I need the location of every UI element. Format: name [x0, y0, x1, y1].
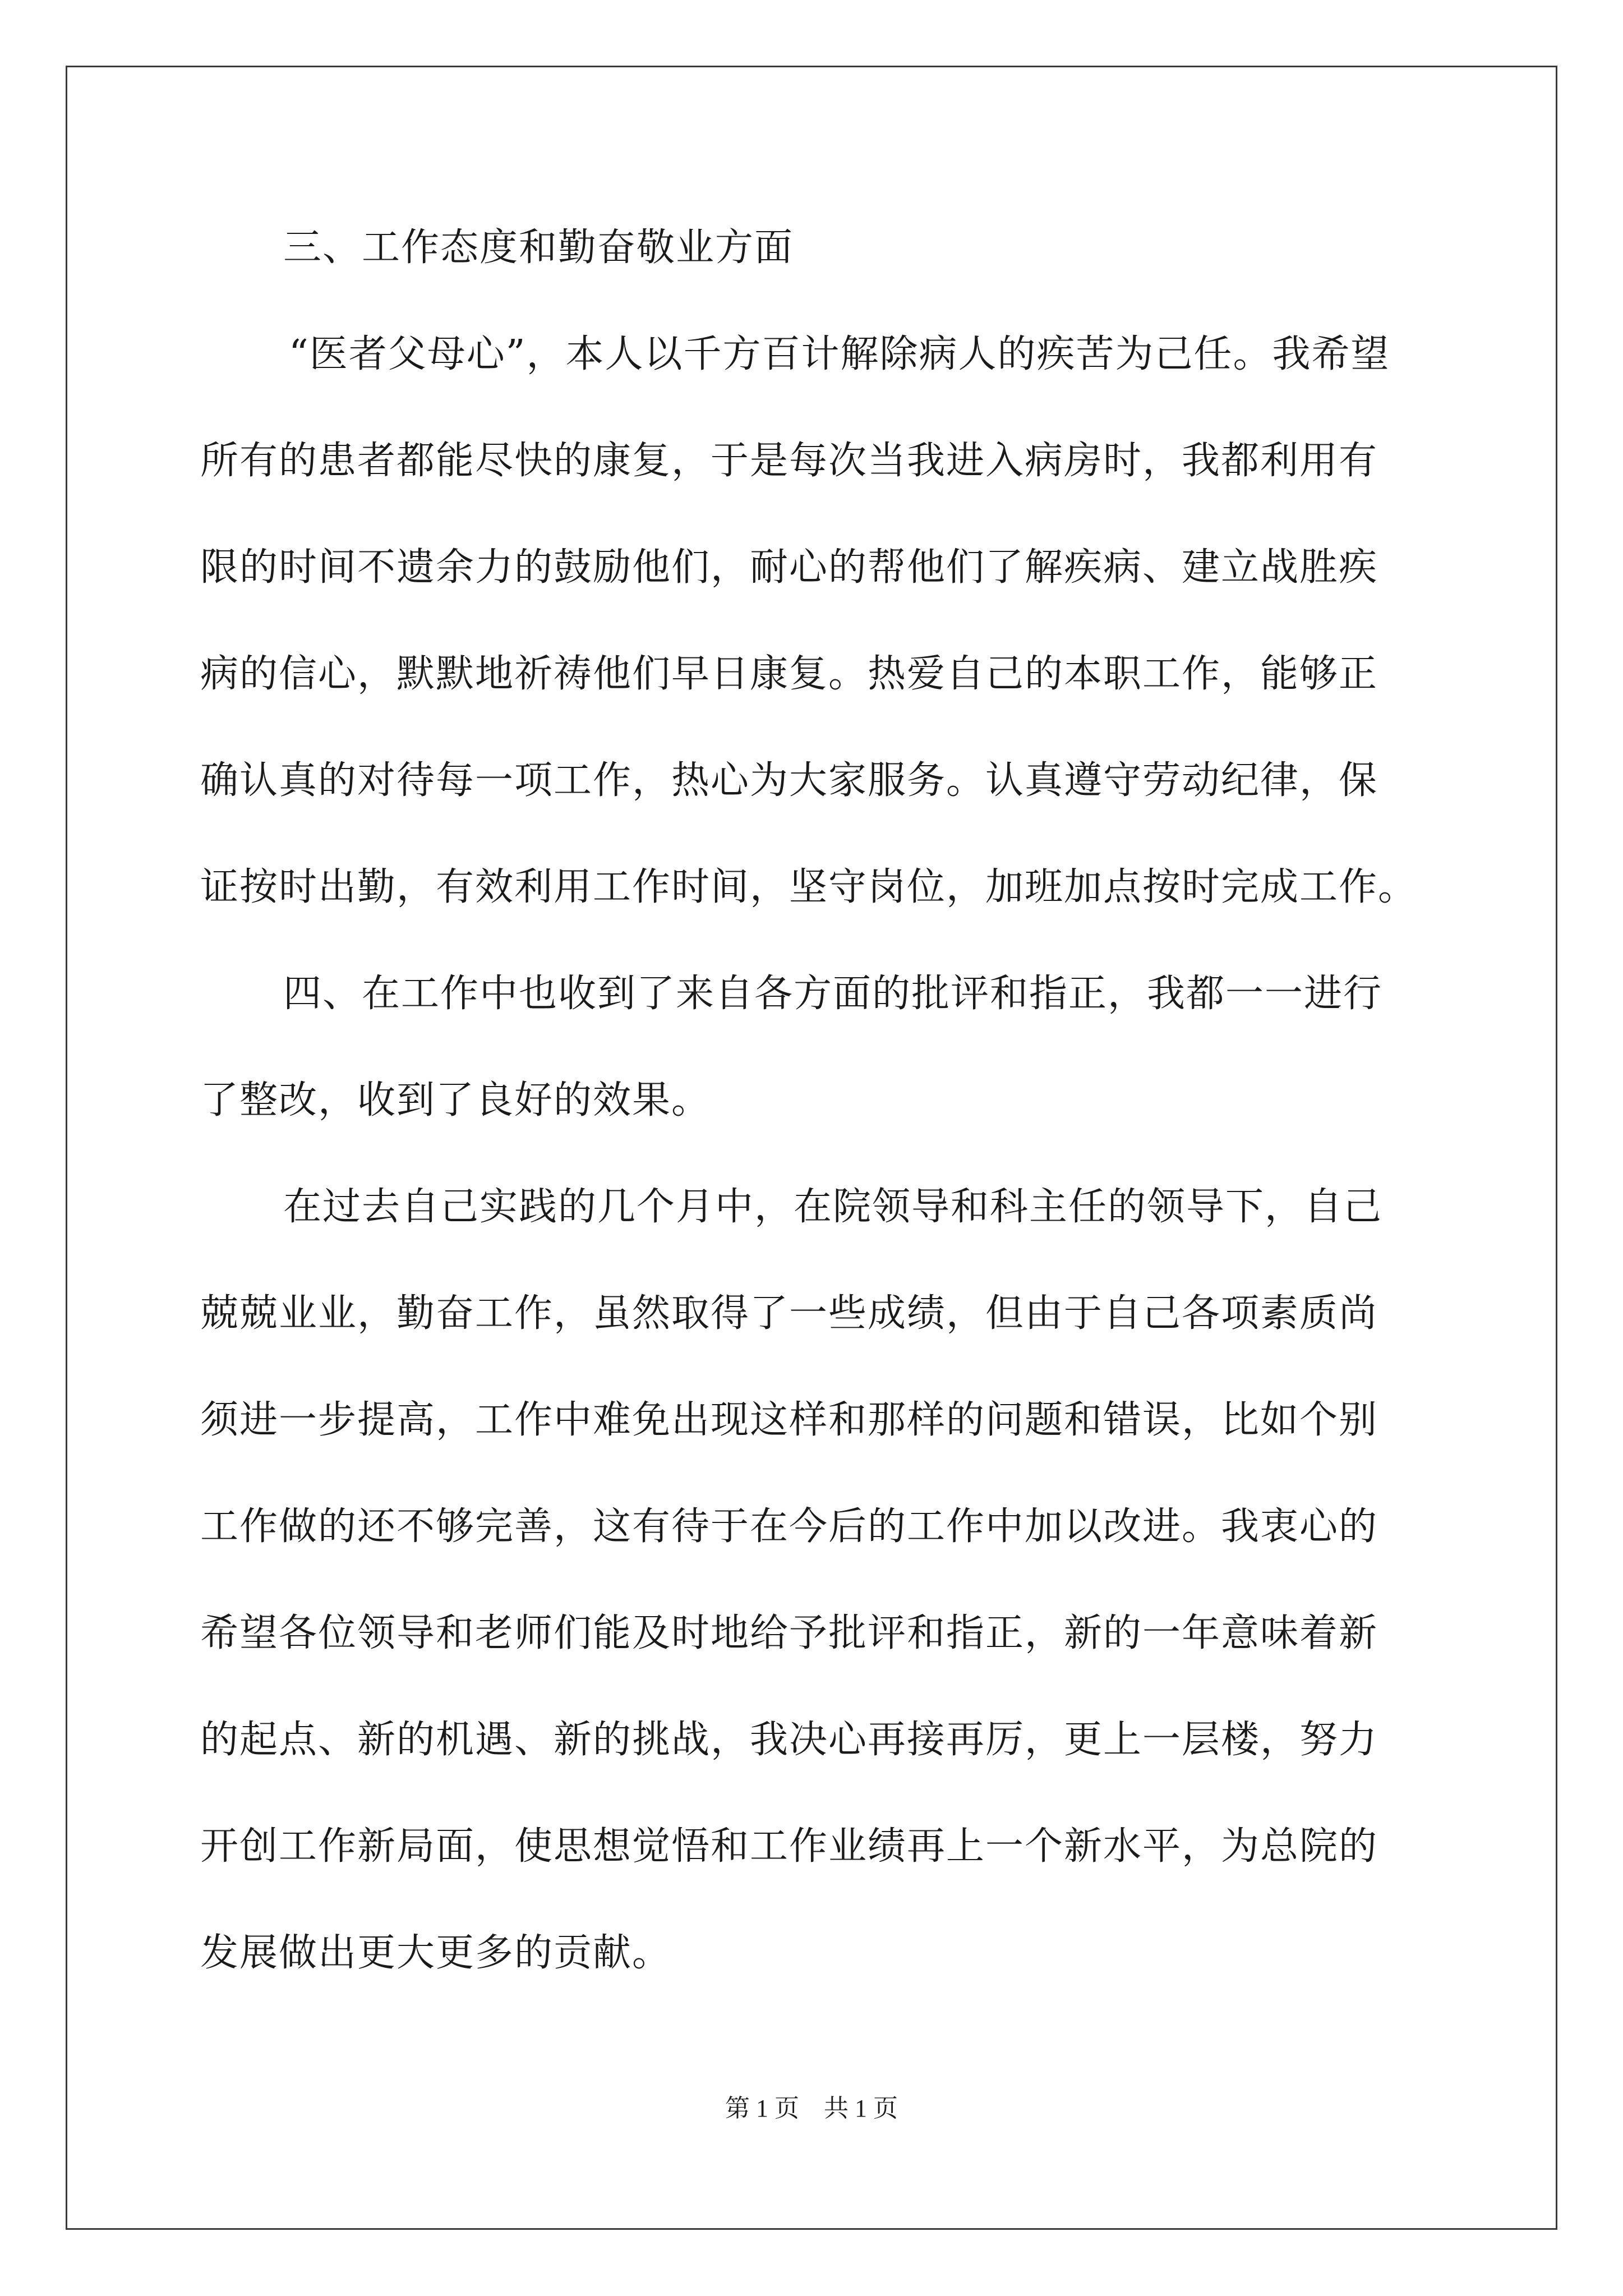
text-line: 限的时间不遗余力的鼓励他们，耐心的帮他们了解疾病、建立战胜疾 [200, 545, 1378, 590]
text-line: 了整改，收到了良好的效果。 [200, 1078, 711, 1122]
text-line: 希望各位领导和老师们能及时地给予批评和指正，新的一年意味着新 [200, 1611, 1378, 1655]
text-line: 发展做出更大更多的贡献。 [200, 1931, 672, 1975]
text-line: 须进一步提高，工作中难免出现这样和那样的问题和错误，比如个别 [200, 1398, 1378, 1442]
text-line: 在过去自己实践的几个月中，在院领导和科主任的领导下，自己 [283, 1185, 1383, 1229]
text-line: 所有的患者都能尽快的康复，于是每次当我进入病房时，我都利用有 [200, 439, 1378, 483]
text-line: “医者父母心”，本人以千方百计解除病人的疾苦为己任。我希望 [289, 332, 1390, 376]
text-line: 确认真的对待每一项工作，热心为大家服务。认真遵守劳动纪律，保 [200, 758, 1378, 803]
text-line: 开创工作新局面，使思想觉悟和工作业绩再上一个新水平，为总院的 [200, 1824, 1378, 1869]
text-line: 病的信心，默默地祈祷他们早日康复。热爱自己的本职工作，能够正 [200, 652, 1378, 696]
page-number-footer: 第 1 页 共 1 页 [725, 2095, 898, 2122]
section-heading-4: 四、在工作中也收到了来自各方面的批评和指正，我都一一进行 [283, 972, 1383, 1016]
text-line: 的起点、新的机遇、新的挑战，我决心再接再厉，更上一层楼，努力 [200, 1718, 1378, 1762]
text-line: 兢兢业业，勤奋工作，虽然取得了一些成绩，但由于自己各项素质尚 [200, 1291, 1378, 1336]
page-frame [66, 66, 1557, 2230]
text-line: 工作做的还不够完善，这有待于在今后的工作中加以改进。我衷心的 [200, 1504, 1378, 1549]
text-line: 证按时出勤，有效利用工作时间，坚守岗位，加班加点按时完成工作。 [200, 865, 1418, 909]
section-heading-3: 三、工作态度和勤奋敬业方面 [283, 226, 794, 270]
